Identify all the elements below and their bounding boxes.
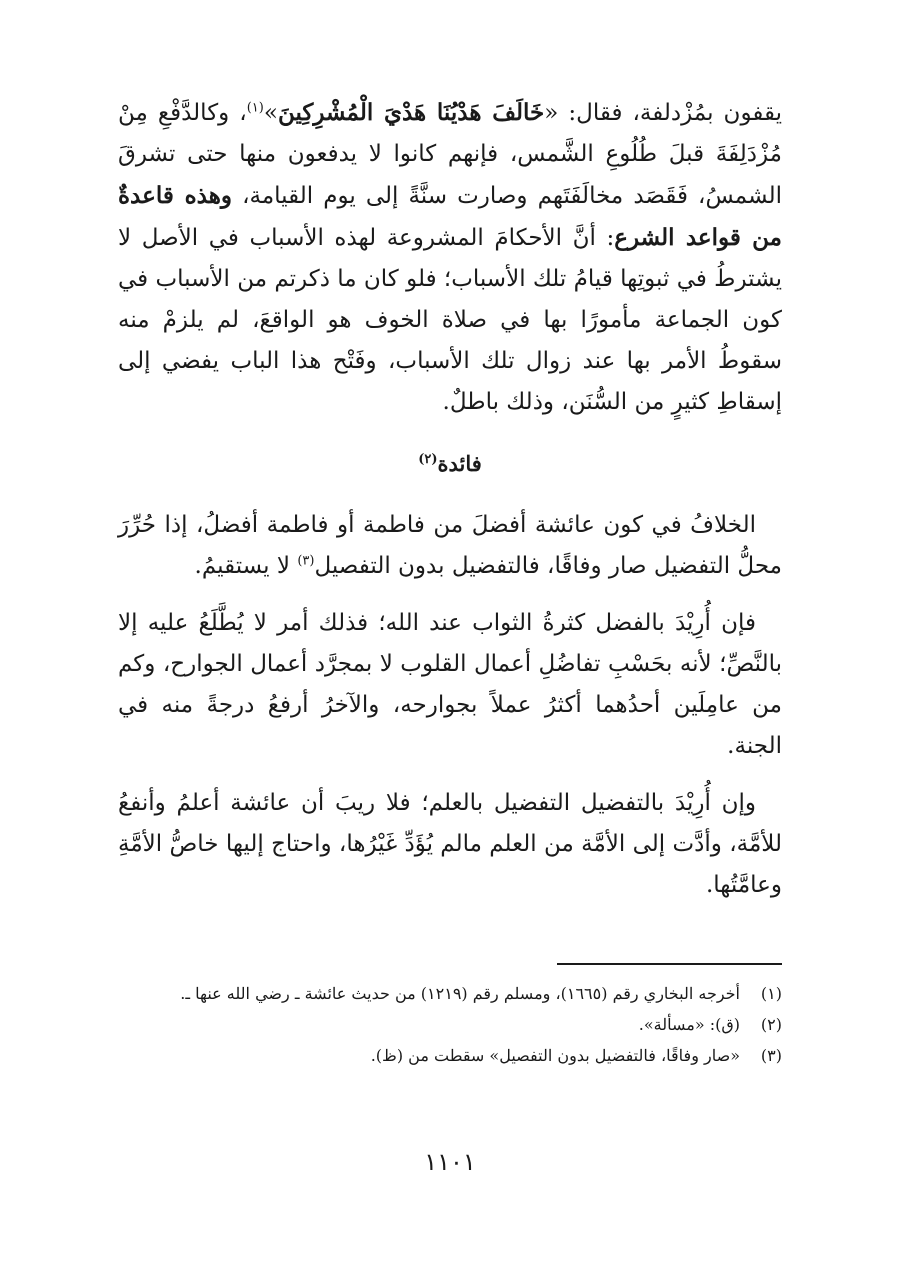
footnote-number: (١) [760, 984, 782, 1003]
paragraph-1-text-c: ، وكالدَّفْعِ مِنْ مُزْدَلِفَةَ قبلَ طُلُوعِ الشَّمس، فإنهم كانوا لا يدفعون منها حتى تشرقَ الشمسُ، فَقَصَد مخالَفَتَهم وصارت سنَّةً إلى يوم القيامة، [118, 100, 783, 209]
paragraph-2 [118, 505, 782, 587]
footnote-ref-3[interactable]: (٣) [297, 553, 315, 569]
paragraph-2-text-a: الخلافُ في كون عائشة أفضلَ من فاطمة أو فاطمة أفضلُ، إذا حُرِّرَ محلُّ التفضيل صار وفاقًا، فالتفضيل بدون التفصيل [118, 512, 782, 579]
footnote-ref-1[interactable]: (١) [246, 100, 264, 116]
footnote-text: (ق): «مسألة». [638, 1015, 740, 1034]
main-text [118, 92, 782, 906]
paragraph-1-text-d: : أنَّ الأحكامَ المشروعة لهذه الأسباب في الأصل لا يشترطُ في ثبوتِها قيامُ تلك الأسباب؛ فلو كان ما ذكرتم من الأسباب في كون الجماعة مأمورًا بها في صلاة الخوف هو الواقعَ، لم يلزمْ منه سقوطُ الأمر بها عند زوال تلك الأسباب، وفَتْح هذا الباب يفضي إلى إسقاطِ كثيرٍ من السُّنَن، وذلك باطلٌ. [118, 225, 782, 415]
page-number: ١١٠١ [424, 1148, 476, 1176]
footnote-1 [118, 980, 782, 1007]
paragraph-1-text-a: يقفون بمُزْدلفة، فقال: « [544, 100, 783, 126]
paragraph-gap [118, 587, 782, 603]
footnote-number: (٢) [760, 1015, 782, 1034]
footnote-text: «صار وفاقًا، فالتفضيل بدون التفصيل» سقطت من (ظ). [370, 1046, 740, 1065]
heading-label: فائدة [437, 451, 482, 476]
paragraph-1-text-b: » [263, 100, 278, 126]
paragraph-4: وإن أُرِيْدَ بالتفضيل التفضيل بالعلم؛ فلا ريبَ أن عائشة أعلمُ وأنفعُ للأمَّة، وأدَّت إلى الأمَّة من العلم مالم يُؤَدِّ غَيْرُها، واحتاج إليها خاصُّ الأمَّةِ وعامَّتُها. [118, 790, 782, 898]
footnote-2 [118, 1011, 782, 1038]
footnote-separator [557, 963, 782, 965]
rule-statement: وهذه قاعدةٌ من قواعد الشرع [118, 182, 782, 251]
hadith-quote: خَالَفَ هَدْيُنَا هَدْيَ الْمُشْرِكِينَ [277, 99, 545, 126]
footnote-3 [118, 1042, 782, 1069]
section-heading [118, 447, 782, 481]
footnotes [118, 980, 782, 1073]
footnote-ref-2[interactable]: (٢) [418, 452, 438, 467]
footnote-text: أخرجه البخاري رقم (١٦٦٥)، ومسلم رقم (١٢١٩) من حديث عائشة ـ رضي الله عنها ـ. [180, 984, 740, 1003]
paragraph-2-text-b: لا يستقيمُ. [194, 553, 298, 579]
footnote-number: (٣) [760, 1046, 782, 1065]
paragraph-3: فإن أُرِيْدَ بالفضل كثرةُ الثواب عند الله؛ فذلك أمر لا يُطَّلَعُ عليه إلا بالنَّصِّ؛ لأنه بحَسْبِ تفاضُلِ أعمال القلوب لا بمجرَّد أعمال الجوارح، وكم من عامِلَين أحدُهما أكثرُ عملاً بجوارحه، والآخرُ أرفعُ درجةً منه في الجنة. [118, 610, 782, 759]
paragraph-1 [118, 92, 782, 423]
paragraph-gap [118, 767, 782, 783]
